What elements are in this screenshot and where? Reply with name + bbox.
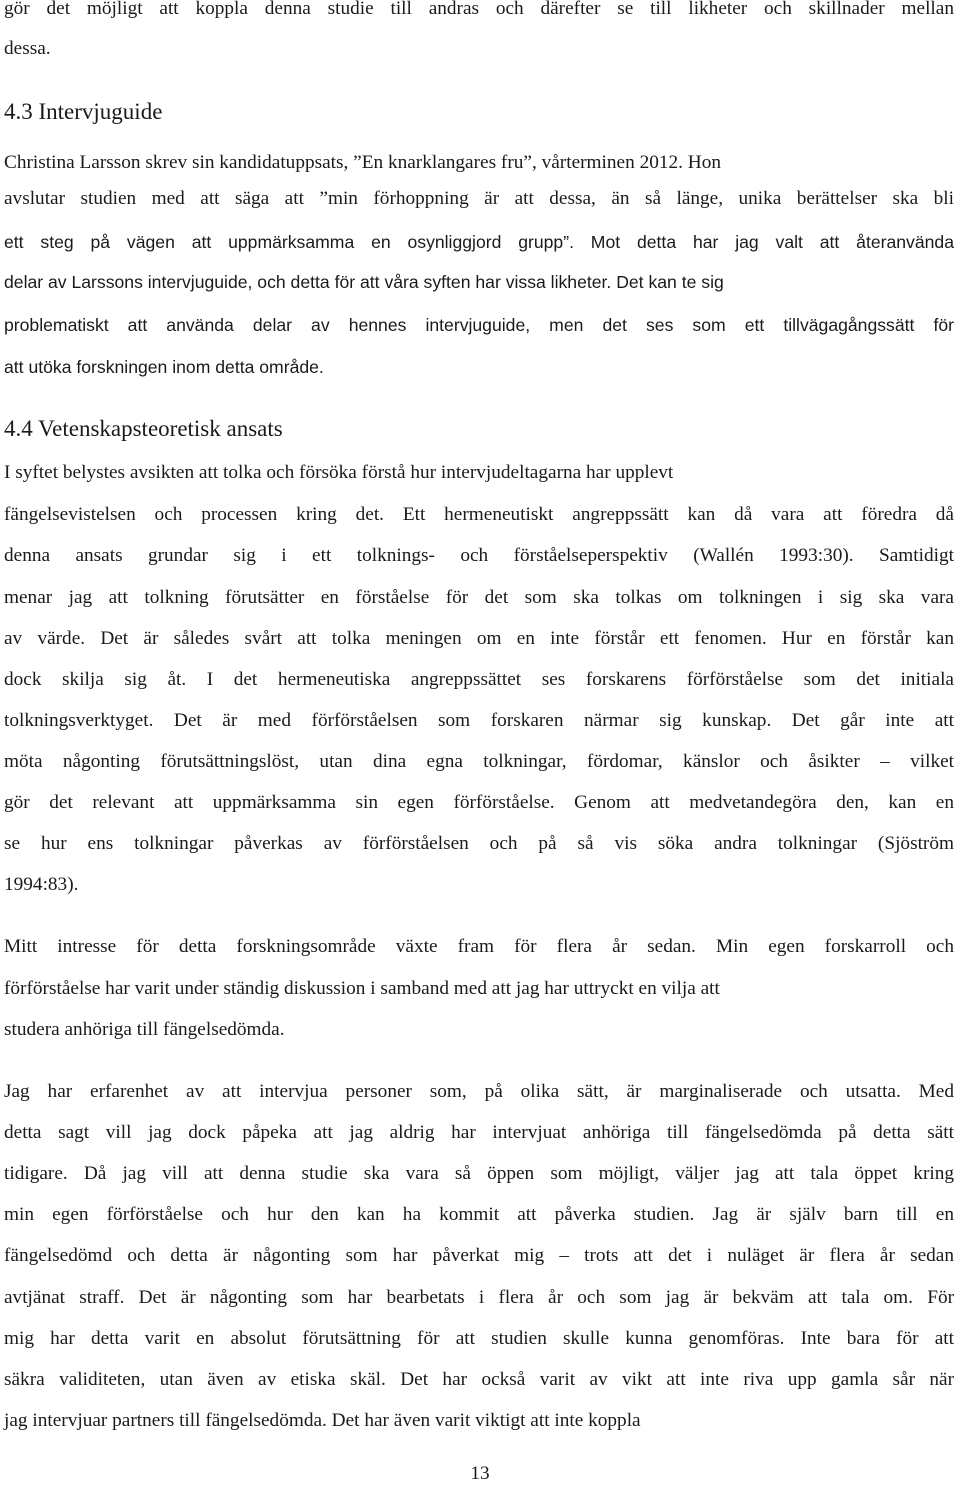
paragraph-line: gör det möjligt att koppla denna studie till andras och därefter se till likheter och skillnader mellan: [4, 0, 954, 19]
paragraph-line: möta någonting förutsättningslöst, utan dina egna tolkningar, fördomar, känslor och åsikter – vilket: [4, 751, 954, 772]
paragraph-line: mig har detta varit en absolut förutsättning för att studien skulle kunna genomföras. Inte bara för att: [4, 1328, 954, 1349]
paragraph-line: avtjänat straff. Det är någonting som har bearbetats i flera år och som jag är bekväm att tala om. För: [4, 1287, 954, 1308]
paragraph-line: fängelsevistelsen och processen kring det. Ett hermeneutiskt angreppssätt kan då vara att föredra då: [4, 504, 954, 525]
paragraph-line: detta sagt vill jag dock påpeka att jag aldrig har intervjuat anhöriga till fängelsedömda på detta sätt: [4, 1122, 954, 1143]
section-heading: 4.4 Vetenskapsteoretisk ansats: [4, 416, 283, 441]
paragraph-line: delar av Larssons intervjuguide, och detta för att våra syften har vissa likheter. Det kan te sig: [4, 272, 724, 292]
paragraph-line: tolkningsverktyget. Det är med förförståelsen som forskaren närmar sig kunskap. Det går inte att: [4, 710, 954, 731]
paragraph-line: dessa.: [4, 38, 51, 59]
paragraph-line: dock skilja sig åt. I det hermeneutiska angreppssättet ses forskarens förförståelse som det initiala: [4, 669, 954, 690]
paragraph-line: ett steg på vägen att uppmärksamma en osynliggjord grupp”. Mot detta har jag valt att återanvända: [4, 232, 954, 252]
paragraph-line: I syftet belystes avsikten att tolka och försöka förstå hur intervjudeltagarna har upplevt: [4, 462, 674, 483]
paragraph-line: min egen förförståelse och hur den kan ha kommit att påverka studien. Jag är själv barn till en: [4, 1204, 954, 1225]
paragraph-line: fängelsedömd och detta är någonting som har påverkat mig – trots att det i nuläget är flera år sedan: [4, 1245, 954, 1266]
paragraph-line: förförståelse har varit under ständig diskussion i samband med att jag har uttryckt en vilja att: [4, 978, 720, 999]
paragraph-line: säkra validiteten, utan även av etiska skäl. Det har också varit av vikt att inte riva upp gamla sår när: [4, 1369, 954, 1390]
paragraph-line: Christina Larsson skrev sin kandidatuppsats, ”En knarklangares fru”, vårterminen 2012. Hon: [4, 152, 721, 173]
paragraph-line: studera anhöriga till fängelsedömda.: [4, 1019, 285, 1040]
paragraph-line: att utöka forskningen inom detta område.: [4, 357, 324, 377]
paragraph-line: av värde. Det är således svårt att tolka meningen om en inte förstår ett fenomen. Hur en förstår kan: [4, 628, 954, 649]
page-number: 13: [470, 1463, 490, 1484]
section-heading: 4.3 Intervjuguide: [4, 99, 163, 124]
paragraph-line: 1994:83).: [4, 874, 79, 895]
paragraph-line: avslutar studien med att säga att ”min förhoppning är att dessa, än så länge, unika berättelser ska bli: [4, 188, 954, 209]
paragraph-line: jag intervjuar partners till fängelsedömda. Det har även varit viktigt att inte koppla: [4, 1410, 641, 1431]
paragraph-line: Jag har erfarenhet av att intervjua personer som, på olika sätt, är marginaliserade och utsatta. Med: [4, 1081, 954, 1102]
paragraph-line: menar jag att tolkning förutsätter en förståelse för det som ska tolkas om tolkningen i sig ska vara: [4, 587, 954, 608]
paragraph-line: Mitt intresse för detta forskningsområde växte fram för flera år sedan. Min egen forskarroll och: [4, 936, 954, 957]
paragraph-line: gör det relevant att uppmärksamma sin egen förförståelse. Genom att medvetandegöra den, kan en: [4, 792, 954, 813]
paragraph-line: problematiskt att använda delar av hennes intervjuguide, men det ses som ett tillvägagångssätt för: [4, 315, 954, 335]
paragraph-line: se hur ens tolkningar påverkas av förförståelsen och på så vis söka andra tolkningar (Sjöström: [4, 833, 954, 854]
paragraph-line: denna ansats grundar sig i ett tolknings- och förståelseperspektiv (Wallén 1993:30). Samtidigt: [4, 545, 954, 566]
paragraph-line: tidigare. Då jag vill att denna studie ska vara så öppen som möjligt, väljer jag att tala öppet kring: [4, 1163, 954, 1184]
